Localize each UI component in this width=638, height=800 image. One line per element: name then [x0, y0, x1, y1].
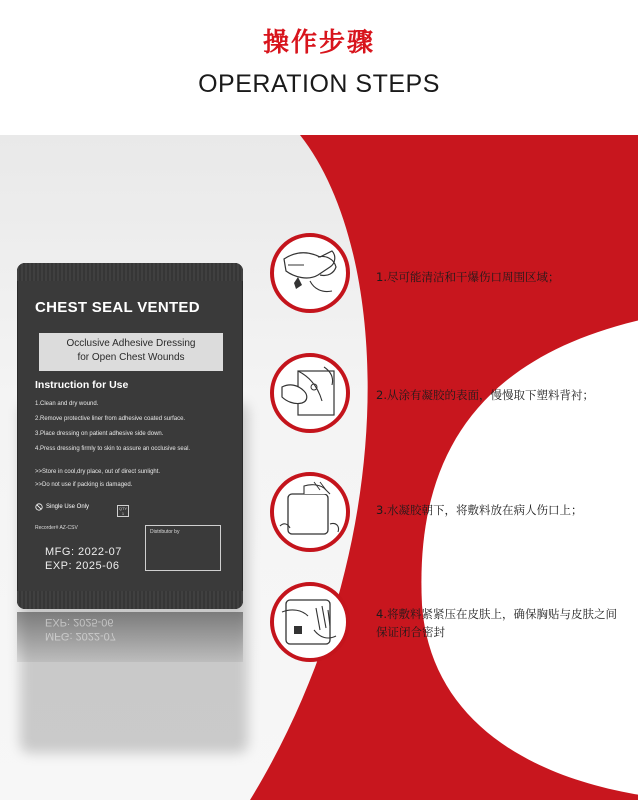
qty-box	[117, 505, 129, 517]
single-use-label	[35, 503, 89, 511]
page-title-en: OPERATION STEPS	[198, 70, 440, 98]
press-dressing-icon	[274, 586, 346, 658]
instruction-item: 2.Remove protective liner from adhesive coated surface.	[35, 416, 186, 422]
package-name: CHEST SEAL VENTED	[35, 299, 200, 316]
package-subtitle-line1: Occlusive Adhesive Dressing	[66, 338, 196, 349]
instruction-item: 1.Clean and dry wound.	[35, 401, 99, 407]
package-subtitle-box	[39, 333, 223, 371]
package-reflection	[17, 612, 243, 662]
header	[0, 0, 638, 135]
step-3-illustration	[270, 472, 350, 552]
wipe-wound-icon	[274, 237, 346, 309]
step-4-text-line2: 保证闭合密封	[376, 625, 445, 639]
reflection-mfg: MFG: 2022-07	[45, 630, 116, 642]
package-top-seal	[17, 263, 243, 281]
instruction-item: 4.Press dressing firmly to skin to assure an occlusive seal.	[35, 446, 191, 452]
package-subtitle-line2: for Open Chest Wounds	[77, 352, 185, 363]
instruction-item: 3.Place dressing on patient adhesive side down.	[35, 431, 164, 437]
exp-date: EXP: 2025-06	[45, 560, 120, 572]
mfg-date: MFG: 2022-07	[45, 546, 122, 558]
step-1-illustration	[270, 233, 350, 313]
instruction-list	[35, 397, 235, 457]
instruction-title: Instruction for Use	[35, 379, 129, 391]
qty-label: QTY	[118, 506, 128, 511]
reflection-exp: EXP: 2025-06	[45, 616, 114, 628]
note-item: >>Store in cool,dry place, out of direct sunlight.	[35, 469, 161, 475]
product-stage	[0, 135, 638, 800]
step-4-text	[376, 605, 617, 641]
distributor-label: Distributor by	[150, 529, 180, 535]
step-2-text: 2.从涂有凝胶的表面，慢慢取下塑料背衬；	[376, 388, 594, 402]
storage-notes	[35, 466, 235, 492]
peel-liner-icon	[274, 357, 346, 429]
package-bottom-seal	[17, 591, 243, 609]
step-1-text: 1.尽可能清洁和干爆伤口周围区域；	[376, 270, 560, 284]
qty-value: 1	[121, 511, 125, 516]
distributor-box	[145, 525, 221, 571]
no-reuse-icon	[35, 503, 43, 511]
note-item: >>Do not use if packing is damaged.	[35, 482, 133, 488]
chest-seal-package	[17, 263, 243, 609]
single-use-text: Single Use Only	[46, 504, 90, 510]
step-4-illustration	[270, 582, 350, 662]
record-number: Recorder# AZ-CSV	[35, 525, 78, 531]
page-title-cn: 操作步骤	[262, 28, 375, 58]
place-dressing-icon	[274, 476, 346, 548]
step-3-text: 3.水凝胶朝下，将敷料放在病人伤口上；	[376, 503, 583, 517]
step-2-illustration	[270, 353, 350, 433]
step-4-text-line1: 4.将敷料紧紧压在皮肤上，确保胸贴与皮肤之间	[376, 607, 617, 621]
